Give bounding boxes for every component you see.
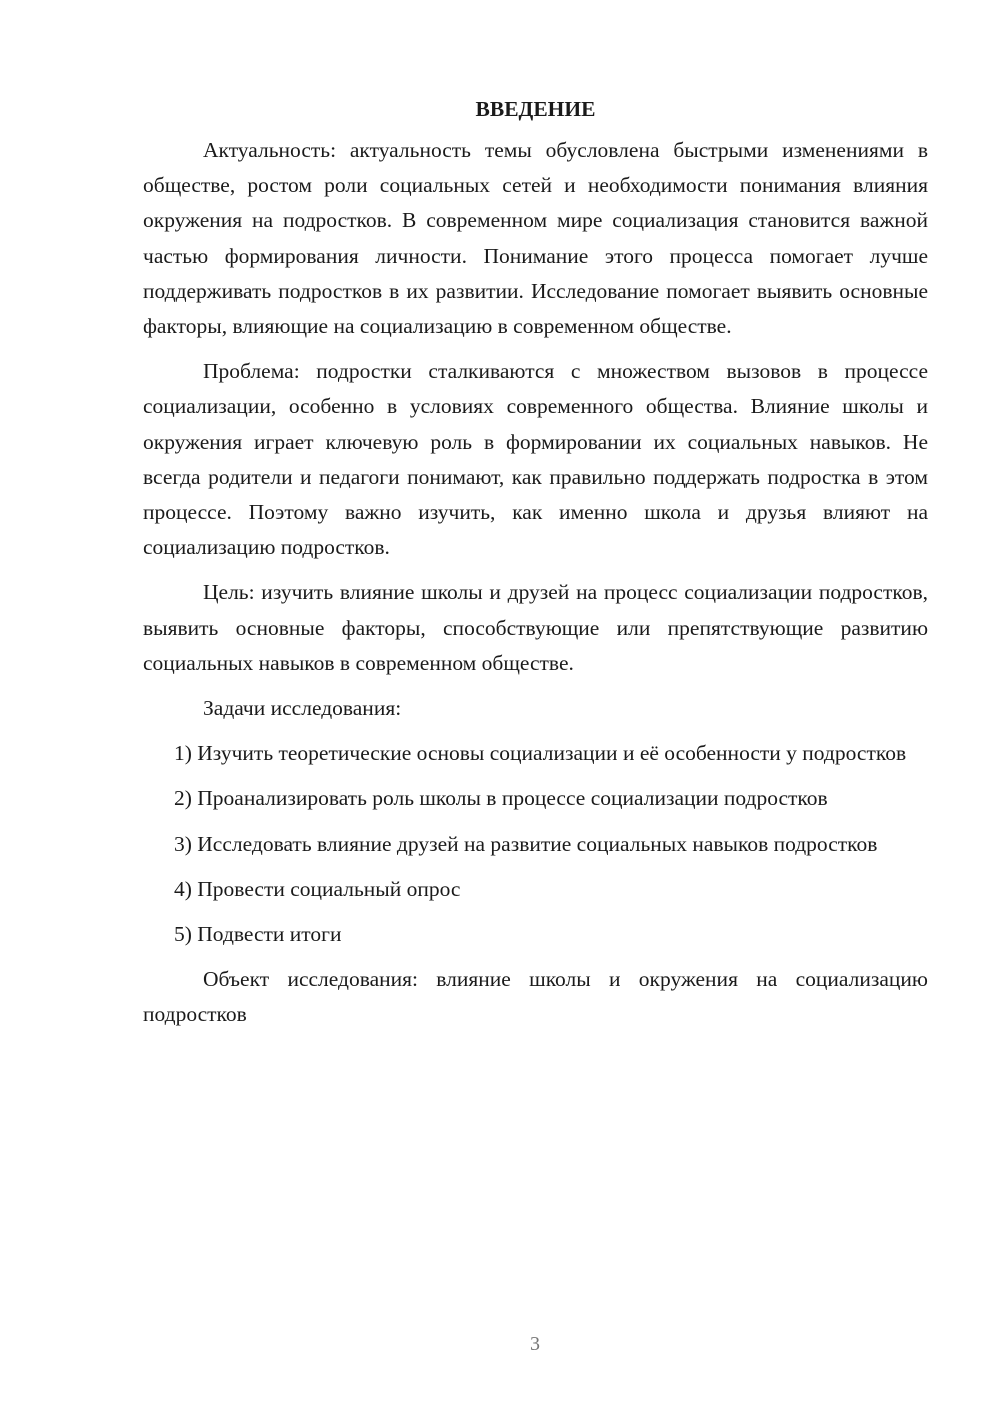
paragraph-relevance: Актуальность: актуальность темы обусловлена быстрыми изменениями в обществе, ростом роли социальных сетей и необходимости понимания влияния окружения на подростков. В современном мире социализация становится важной частью формирования личности. Понимание этого процесса помогает лучше поддерживать подростков в их развитии. Исследование помогает выявить основные факторы, влияющие на социализацию в современном обществе. [143,138,928,339]
list-item: 3) Исследовать влияние друзей на развитие социальных навыков подростков [174,831,878,856]
list-item: 1) Изучить теоретические основы социализации и её особенности у подростков [174,741,907,766]
list-item: 4) Провести социальный опрос [174,876,461,901]
list-item: 5) Подвести итоги [174,922,342,947]
tasks-list [143,736,928,952]
paragraph-tasks-title: Задачи исследования: [203,696,402,721]
document-page [143,90,928,1043]
paragraph-problem: Проблема: подростки сталкиваются с множеством вызовов в процессе социализации, особенно в условиях современного общества. Влияние школы и окружения играет ключевую роль в формировании их социальных навыков. Не всегда родители и педагоги понимают, как правильно поддержать подростка в этом процессе. Поэтому важно изучить, как именно школа и друзья влияют на социализацию подростков. [143,359,928,560]
list-item: 2) Проанализировать роль школы в процессе социализации подростков [174,786,828,811]
page-number: 3 [530,1333,540,1355]
paragraph-object: Объект исследования: влияние школы и окружения на социализацию подростков [143,967,928,1027]
paragraph-goal: Цель: изучить влияние школы и друзей на процесс социализации подростков, выявить основные факторы, способствующие или препятствующие развитию социальных навыков в современном обществе. [143,580,928,675]
section-heading: ВВЕДЕНИЕ [475,97,596,121]
